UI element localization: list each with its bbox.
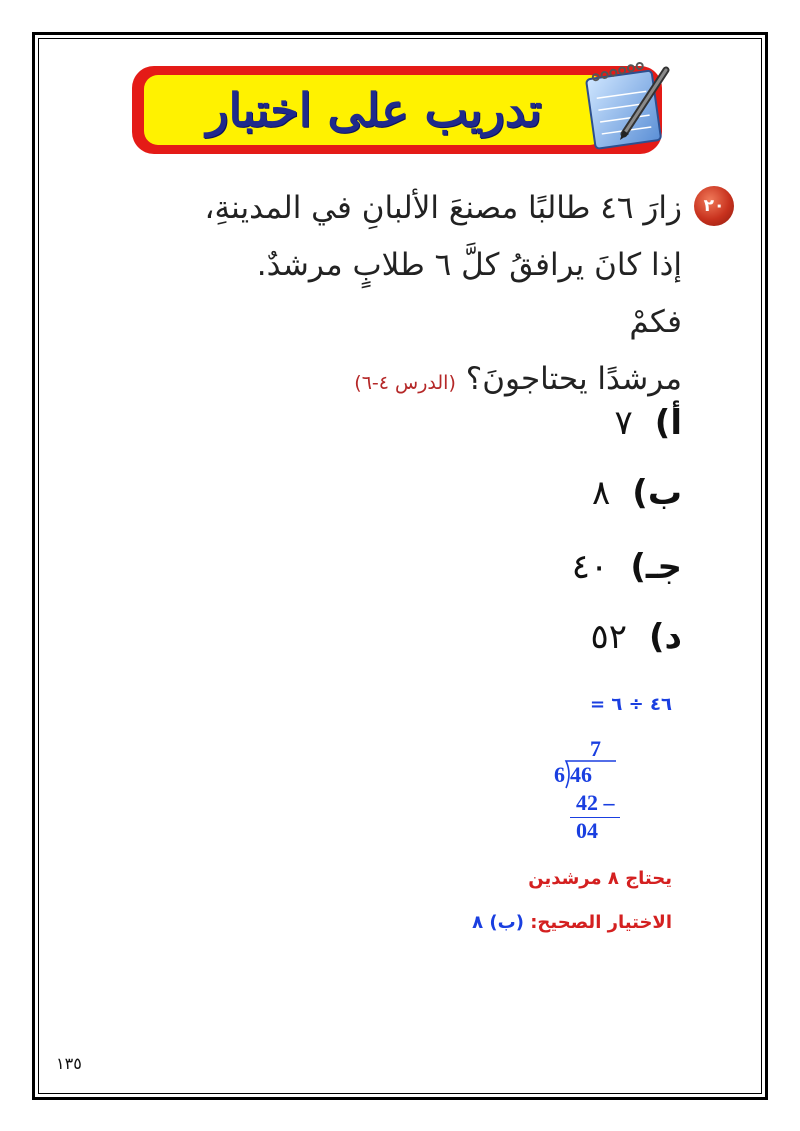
question-line-3-text: مرشدًا يحتاجونَ؟ — [465, 361, 682, 397]
notepad-pencil-icon — [578, 60, 678, 150]
option-a — [615, 398, 682, 448]
correct-answer-choice: (ب) ٨ — [472, 912, 524, 933]
question-line-1: زارَ ٤٦ طالبًا مصنعَ الألبانِ في المدينةِ، — [204, 190, 682, 226]
option-value: ٧ — [614, 403, 633, 443]
solution-result: يحتاج ٨ مرشدين — [528, 868, 672, 889]
option-letter: أ) — [654, 403, 682, 443]
question-number-badge: ٢٠ — [694, 186, 734, 226]
correct-answer — [472, 912, 672, 933]
option-letter: د) — [649, 617, 682, 657]
division-quotient: 7 — [590, 736, 601, 761]
long-division — [540, 732, 640, 852]
question-line-2: إذا كانَ يرافقُ كلَّ ٦ طلابٍ مرشدٌ. فكمْ — [256, 247, 682, 340]
option-value: ٨ — [592, 473, 611, 513]
option-c — [572, 542, 682, 592]
page-number: ١٣٥ — [56, 1054, 82, 1073]
solution-equation: ٤٦ ÷ ٦ = — [590, 694, 672, 715]
question-line-3 — [202, 351, 682, 412]
correct-answer-label: الاختيار الصحيح: — [530, 912, 672, 933]
option-value: ٤٠ — [571, 547, 609, 587]
option-letter: جـ) — [630, 547, 682, 587]
lesson-reference: (الدرس ٤-٦) — [354, 372, 456, 394]
option-b — [592, 468, 682, 518]
division-divisor: 6 — [554, 762, 565, 787]
division-subtract: 42 – — [576, 790, 615, 815]
option-d — [590, 612, 682, 662]
option-value: ٥٢ — [590, 617, 627, 657]
division-remainder: 04 — [576, 818, 598, 843]
question-text — [202, 180, 682, 412]
option-letter: ب) — [632, 473, 682, 513]
page-title: تدريب على اختبار — [206, 83, 542, 137]
division-dividend: 46 — [570, 762, 592, 787]
